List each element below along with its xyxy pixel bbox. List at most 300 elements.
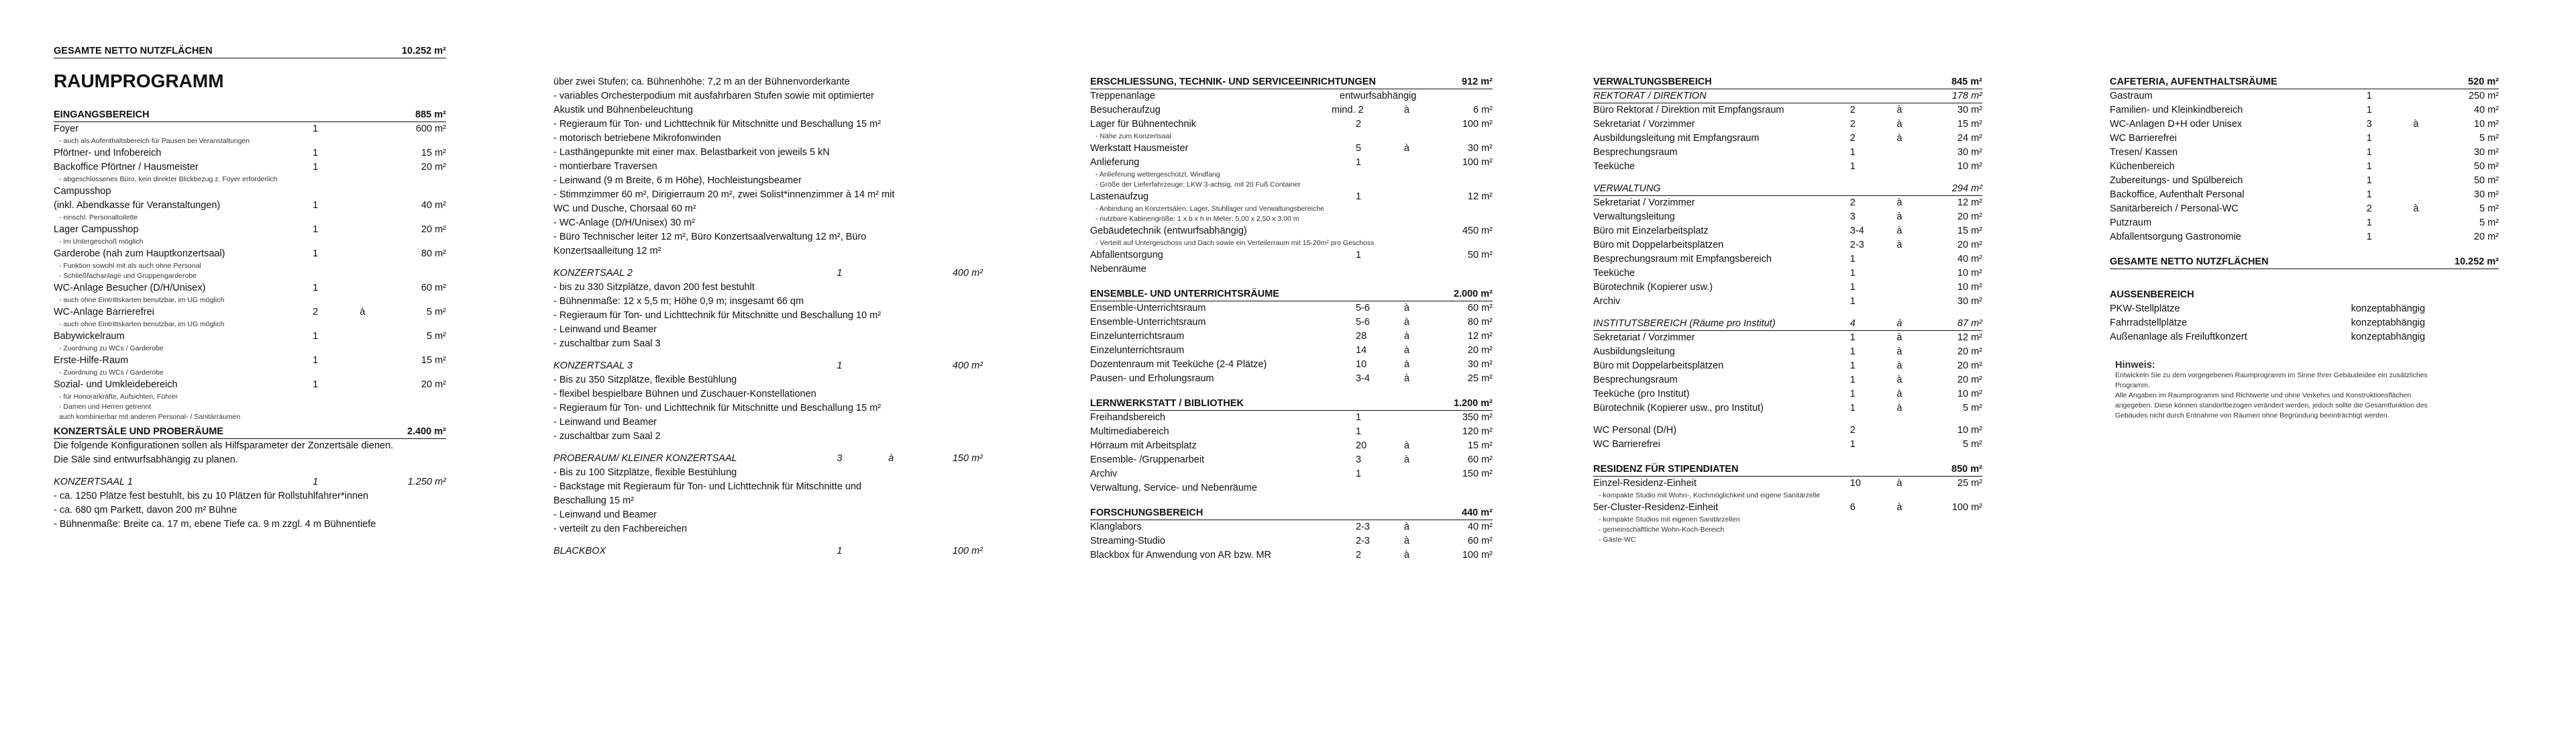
row-label: Fahrradstellplätze xyxy=(2110,317,2188,328)
room-row xyxy=(2110,302,2499,315)
row-label: Die Säle sind entwurfsabhängig zu planen. xyxy=(54,454,238,465)
note-line xyxy=(54,368,446,377)
note-line xyxy=(1593,491,1982,500)
room-row xyxy=(553,230,983,244)
row-each: à xyxy=(1404,359,1410,370)
row-label: - Regieraum für Ton- und Lichttechnik für Mitschnitte und Beschallung 15 m² xyxy=(553,403,881,413)
row-label: - Schließfachanlage und Gruppengarderobe xyxy=(59,272,197,280)
row-label: - flexibel bespielbare Bühnen und Zuschauer-Konstellationen xyxy=(553,389,816,399)
row-each: à xyxy=(1404,303,1410,313)
section-heading xyxy=(1593,75,1982,89)
row-each: à xyxy=(1896,197,1902,208)
row-count: 5-6 xyxy=(1356,303,1370,313)
row-area: 520 m² xyxy=(2468,77,2499,87)
row-label: ENSEMBLE- UND UNTERRICHTSRÄUME xyxy=(1090,289,1279,299)
row-area: 350 m² xyxy=(1462,412,1493,423)
room-row xyxy=(2110,132,2499,145)
row-count: 1 xyxy=(2366,105,2372,115)
row-label: - Zuordnung zu WCs / Garderobe xyxy=(59,344,164,352)
row-label: - im Untergeschoß möglich xyxy=(59,238,144,246)
row-area: 10 m² xyxy=(1957,282,1982,293)
row-area: 100 m² xyxy=(1951,502,1982,513)
row-label: Klanglabors xyxy=(1090,522,1142,532)
row-count: 2 xyxy=(1849,197,1856,208)
room-row xyxy=(1090,248,1493,262)
room-row xyxy=(1090,262,1493,276)
row-area: 178 m² xyxy=(1951,91,1982,101)
row-label: Einzelunterrichtsraum xyxy=(1090,331,1185,342)
room-row xyxy=(1593,401,1982,415)
row-area: 50 m² xyxy=(2473,175,2499,186)
row-label: Bürotechnik (Kopierer usw., pro Institut) xyxy=(1593,403,1764,413)
row-label: - Lasthängepunkte mit einer max. Belastbarkeit von jeweils 5 kN xyxy=(553,147,830,158)
row-label: - montierbare Traversen xyxy=(553,161,657,172)
row-area: 10 m² xyxy=(2473,119,2499,130)
row-area: 400 m² xyxy=(952,360,983,371)
row-label: WC-Anlagen D+H oder Unisex xyxy=(2110,119,2243,130)
section-heading xyxy=(2110,360,2499,370)
row-label: Gebäudetechnik (entwurfsabhängig) xyxy=(1090,226,1247,236)
room-row xyxy=(1090,439,1493,452)
room-row xyxy=(1090,534,1493,548)
row-label: - Größe der Lieferfahrzeuge: LKW 3-achsig, mit 20 Fuß Container xyxy=(1095,181,1301,189)
row-label: Pförtner- und Infobereich xyxy=(54,148,162,158)
room-row xyxy=(1593,210,1982,224)
room-row xyxy=(2110,117,2499,131)
row-label: Besprechungsraum xyxy=(1593,375,1678,385)
room-row xyxy=(1593,266,1982,280)
room-row xyxy=(1090,103,1493,117)
room-row xyxy=(1593,438,1982,451)
row-label: über zwei Stufen; ca. Bühnenhöhe: 7,2 m an der Bühnenvorderkante xyxy=(553,77,850,87)
room-row xyxy=(1593,501,1982,514)
row-label: auch kombinierbar mit anderen Personal- / Sanitärräumen xyxy=(59,413,241,421)
row-label: Tresen/ Kassen xyxy=(2110,147,2178,158)
room-row xyxy=(1593,117,1982,131)
row-each: à xyxy=(1404,317,1410,328)
room-row xyxy=(1593,146,1982,159)
row-label: Besprechungsraum mit Empfangsbereich xyxy=(1593,254,1772,264)
row-label: LERNWERKSTATT / BIBLIOTHEK xyxy=(1090,398,1244,409)
row-label: Werkstatt Hausmeister xyxy=(1090,143,1189,154)
row-label: Teeküche xyxy=(1593,161,1635,172)
room-row xyxy=(54,122,446,136)
row-label: - Leinwand (9 m Breite, 6 m Höhe), Hochleistungsbeamer xyxy=(553,175,802,186)
room-row xyxy=(2110,230,2499,244)
room-row xyxy=(553,309,983,322)
room-row xyxy=(553,480,983,493)
row-label: Erste-Hilfe-Raum xyxy=(54,355,129,366)
row-area: 10 m² xyxy=(1957,425,1982,436)
row-area: 5 m² xyxy=(2479,203,2499,214)
row-label: RESIDENZ FÜR STIPENDIATEN xyxy=(1593,464,1739,475)
section-heading xyxy=(1090,397,1493,410)
room-row xyxy=(54,518,446,531)
row-count: 3-4 xyxy=(1849,226,1864,236)
row-area: 10 m² xyxy=(1957,389,1982,399)
row-label: Ensemble-Unterrichtsraum xyxy=(1090,317,1206,328)
row-label: - Bühnenmaße: 12 x 5,5 m; Höhe 0,9 m; insgesamt 66 qm xyxy=(553,296,804,307)
row-label: Teeküche xyxy=(1593,268,1635,279)
room-row xyxy=(1593,295,1982,308)
row-each: à xyxy=(1404,105,1410,115)
row-label: Sanitärbereich / Personal-WC xyxy=(2110,203,2239,214)
row-label: AUSSENBEREICH xyxy=(2110,289,2194,300)
room-row xyxy=(1593,238,1982,252)
row-count: 3 xyxy=(1849,211,1856,222)
row-label: BLACKBOX xyxy=(553,546,606,556)
row-count: 1 xyxy=(1849,439,1856,450)
row-label: Lastenaufzug xyxy=(1090,191,1149,202)
row-count: 1 xyxy=(1849,161,1856,172)
row-area: 15 m² xyxy=(1957,119,1982,130)
room-row xyxy=(54,223,446,236)
row-label: - kompakte Studios mit eigenen Sanitärzellen xyxy=(1599,516,1740,524)
row-area: 60 m² xyxy=(421,283,446,293)
room-row xyxy=(553,216,983,230)
row-label: Zubereitungs- und Spülbereich xyxy=(2110,175,2243,186)
row-count: 1 xyxy=(2366,175,2372,186)
row-label: Blackbox für Anwendung von AR bzw. MR xyxy=(1090,550,1272,560)
room-row xyxy=(1593,387,1982,401)
row-label: - Leinwand und Beamer xyxy=(553,324,657,335)
row-count: 1 xyxy=(313,477,319,487)
row-each: à xyxy=(1896,375,1902,385)
row-label: Multimediabereich xyxy=(1090,426,1169,437)
row-count: 2 xyxy=(1849,133,1856,144)
row-label: Verwaltung, Service- und Nebenräume xyxy=(1090,483,1258,493)
note-line xyxy=(2110,371,2499,380)
row-area: 15 m² xyxy=(1467,440,1493,451)
row-label: - WC-Anlage (D/H/Unisex) 30 m² xyxy=(553,217,696,228)
row-area: 20 m² xyxy=(1957,211,1982,222)
row-area: 100 m² xyxy=(1462,157,1493,168)
section-heading xyxy=(54,425,446,438)
row-area: 30 m² xyxy=(1957,105,1982,115)
row-each: à xyxy=(1404,143,1410,154)
row-each: à xyxy=(1896,332,1902,343)
note-line xyxy=(2110,411,2499,420)
room-row xyxy=(553,89,983,103)
row-label: Anlieferung xyxy=(1090,157,1140,168)
room-row xyxy=(1090,548,1493,562)
room-row xyxy=(1090,467,1493,481)
section-heading xyxy=(54,108,446,121)
row-label: - Bis zu 350 Sitzplätze, flexible Bestühlung xyxy=(553,375,737,385)
row-label: - auch ohne Eintrittskarten benutzbar, im UG möglich xyxy=(59,320,225,328)
row-label: angegeben. Diese können standortbezogen verändert werden, jedoch sollte die Gesamtfunktion des xyxy=(2115,401,2428,409)
room-row xyxy=(1593,103,1982,117)
row-label: - Damen und Herren getrennt xyxy=(59,403,152,411)
room-row xyxy=(553,266,983,280)
row-area: 80 m² xyxy=(1467,317,1493,328)
row-label: - für Honorarkräfte, Aufsichten, Führer xyxy=(59,393,178,401)
row-label: WC-Anlage Barrierefrei xyxy=(54,307,154,317)
row-count: 2 xyxy=(1849,119,1856,130)
room-row xyxy=(54,489,446,503)
room-row xyxy=(2110,316,2499,330)
row-each: à xyxy=(1404,331,1410,342)
row-area: 120 m² xyxy=(1462,426,1493,437)
row-area: 30 m² xyxy=(2473,147,2499,158)
room-row xyxy=(54,185,446,198)
row-label: - Nähe zum Konzertsaal xyxy=(1095,132,1171,140)
row-label: - Anlieferung wettergeschützt, Windfang xyxy=(1095,170,1220,179)
row-count: 1 xyxy=(2366,161,2372,172)
room-row xyxy=(553,174,983,187)
row-area: 20 m² xyxy=(1957,240,1982,250)
section-heading xyxy=(2110,75,2499,89)
note-line xyxy=(54,402,446,411)
row-each: à xyxy=(1896,389,1902,399)
row-label: Abfallentsorgung Gastronomie xyxy=(2110,232,2241,242)
row-area: 20 m² xyxy=(1957,346,1982,357)
row-label: GESAMTE NETTO NUTZFLÄCHEN xyxy=(54,46,213,56)
room-row xyxy=(1090,89,1493,103)
row-count: konzeptabhängig xyxy=(2351,332,2426,342)
row-count: 1 xyxy=(837,546,843,556)
row-count: 3 xyxy=(837,453,843,464)
row-label: - kompakte Studio mit Wohn-, Kochmöglichkeit und eigene Sanitärzelle xyxy=(1599,491,1821,499)
row-label: Akustik und Bühnenbeleuchtung xyxy=(553,105,693,115)
row-label: KONZERTSAAL 1 xyxy=(54,477,133,487)
row-count: 1 xyxy=(1849,389,1856,399)
row-each: à xyxy=(1896,318,1902,329)
row-count: 5-6 xyxy=(1356,317,1370,328)
room-row xyxy=(553,373,983,387)
row-area: 30 m² xyxy=(1467,143,1493,154)
row-label: Ausbildungsleitung mit Empfangsraum xyxy=(1593,133,1760,144)
row-each: à xyxy=(1404,550,1410,560)
row-label: VERWALTUNGSBEREICH xyxy=(1593,77,1712,87)
room-row xyxy=(54,247,446,260)
row-count: 1 xyxy=(313,283,319,293)
row-count: 1 xyxy=(1849,360,1856,371)
row-count: mind. 2 xyxy=(1332,105,1364,115)
row-label: KONZERTSÄLE UND PROBERÄUME xyxy=(54,426,223,437)
row-label: GESAMTE NETTO NUTZFLÄCHEN xyxy=(2110,256,2269,267)
row-area: 5 m² xyxy=(427,331,446,342)
row-area: 50 m² xyxy=(2473,161,2499,172)
room-row xyxy=(553,323,983,336)
row-count: 14 xyxy=(1356,345,1367,356)
room-row xyxy=(553,522,983,536)
room-row xyxy=(1090,372,1493,385)
row-count: 2 xyxy=(2366,203,2372,214)
row-label: Sekretariat / Vorzimmer xyxy=(1593,332,1695,343)
row-label: - abgeschlossenes Büro, kein direkter Blickbezug z. Foyer erforderlich xyxy=(59,175,278,183)
room-row xyxy=(1593,477,1982,490)
row-label: - verteilt zu den Fachbereichen xyxy=(553,524,688,534)
row-label: WC Barrierefrei xyxy=(2110,133,2177,144)
row-count: 1 xyxy=(313,162,319,173)
row-label: Hinweis: xyxy=(2115,360,2155,371)
room-row xyxy=(2110,160,2499,173)
row-area: 2.000 m² xyxy=(1453,289,1493,299)
room-row xyxy=(54,439,446,452)
room-row xyxy=(2110,89,2499,103)
row-count: 1 xyxy=(1356,426,1362,437)
row-area: 5 m² xyxy=(2479,217,2499,228)
row-count: 1 xyxy=(2366,91,2372,101)
section-heading xyxy=(2110,288,2499,301)
row-each: à xyxy=(1896,211,1902,222)
note-line xyxy=(54,213,446,222)
row-label: KONZERTSAAL 2 xyxy=(553,268,633,279)
row-each: à xyxy=(2413,119,2419,130)
row-area: 30 m² xyxy=(1467,359,1493,370)
row-label: WC Barrierefrei xyxy=(1593,439,1660,450)
room-row xyxy=(553,401,983,415)
row-label: Treppenanlage xyxy=(1090,91,1156,101)
row-label: VERWALTUNG xyxy=(1593,183,1661,194)
row-count: 10 xyxy=(1849,478,1861,489)
row-each: à xyxy=(1896,119,1902,130)
row-count: 1 xyxy=(313,148,319,158)
row-each: à xyxy=(1404,440,1410,451)
row-area: 25 m² xyxy=(1467,373,1493,384)
row-label: Archiv xyxy=(1593,296,1621,307)
row-label: - Verteilt auf Untergeschoss und Dach sowie ein Verteilerraum mit 15-20m² pro Geschoss xyxy=(1095,239,1375,247)
row-area: 50 m² xyxy=(1467,250,1493,260)
row-label: Lager für Bühnentechnik xyxy=(1090,119,1196,130)
room-row xyxy=(1090,315,1493,329)
row-area: 12 m² xyxy=(1957,332,1982,343)
note-line xyxy=(54,175,446,184)
section-heading xyxy=(54,44,446,58)
room-row xyxy=(1593,224,1982,238)
room-row xyxy=(553,281,983,294)
row-area: 600 m² xyxy=(415,124,446,134)
row-each: à xyxy=(1896,105,1902,115)
row-count: 1 xyxy=(313,355,319,366)
row-label: Verwaltungsleitung xyxy=(1593,211,1675,222)
row-count: 1 xyxy=(2366,232,2372,242)
row-area: 850 m² xyxy=(1951,464,1982,475)
row-count: 1 xyxy=(837,360,843,371)
row-count: 3 xyxy=(1356,454,1362,465)
row-label: Dozentenraum mit Teeküche (2-4 Plätze) xyxy=(1090,359,1267,370)
row-count: 1 xyxy=(313,224,319,235)
row-label: - auch ohne Eintrittskarten benutzbar, im UG möglich xyxy=(59,296,225,304)
row-count: 1 xyxy=(1356,412,1362,423)
note-line xyxy=(2110,401,2499,410)
note-line xyxy=(54,237,446,246)
row-area: 30 m² xyxy=(2473,189,2499,200)
row-each: à xyxy=(2413,203,2419,214)
row-label: (inkl. Abendkasse für Veranstaltungen) xyxy=(54,200,221,211)
row-area: 30 m² xyxy=(1957,147,1982,158)
row-count: 6 xyxy=(1849,502,1856,513)
row-label: Programm. xyxy=(2115,381,2150,389)
row-label: Streaming-Studio xyxy=(1090,536,1166,546)
row-label: - bis zu 330 Sitzplätze, davon 200 fest bestuhlt xyxy=(553,282,755,293)
row-label: Entwickeln Sie zu dem vorgegebenen Raumprogramm im Sinne Ihrer Gebäudeidee ein zusätzliches xyxy=(2115,371,2428,379)
room-row xyxy=(2110,174,2499,187)
row-label: Sekretariat / Vorzimmer xyxy=(1593,119,1695,130)
note-line xyxy=(1593,515,1982,524)
note-line xyxy=(54,320,446,329)
row-label: - zuschaltbar zum Saal 2 xyxy=(553,431,661,442)
row-area: 100 m² xyxy=(952,546,983,556)
row-each: à xyxy=(888,453,894,464)
row-each: à xyxy=(1896,403,1902,413)
row-label: - Funktion sowohl mit als auch ohne Personal xyxy=(59,262,201,270)
section-heading xyxy=(1593,462,1982,476)
room-row xyxy=(1593,89,1982,103)
row-count: 1 xyxy=(1849,296,1856,307)
row-label: Putzraum xyxy=(2110,217,2152,228)
row-area: 24 m² xyxy=(1957,133,1982,144)
row-label: ERSCHLIESSUNG, TECHNIK- UND SERVICEEINRICHTUNGEN xyxy=(1090,77,1376,87)
room-row xyxy=(1593,331,1982,344)
row-area: 60 m² xyxy=(1467,303,1493,313)
room-row xyxy=(1593,424,1982,437)
row-label: Büro mit Doppelarbeitsplätzen xyxy=(1593,360,1724,371)
row-label: - variables Orchesterpodium mit ausfahrbaren Stufen sowie mit optimierter xyxy=(553,91,874,101)
row-label: Konzertsaalleitung 12 m² xyxy=(553,246,661,256)
row-area: 150 m² xyxy=(1462,469,1493,479)
room-row xyxy=(1593,160,1982,173)
row-each: à xyxy=(360,307,366,317)
note-line xyxy=(54,392,446,401)
row-count: 2 xyxy=(1356,550,1362,560)
row-label: KONZERTSAAL 3 xyxy=(553,360,633,371)
row-count: konzeptabhängig xyxy=(2351,317,2426,328)
row-count: 1 xyxy=(1849,403,1856,413)
row-label: - Bühnenmaße: Breite ca. 17 m, ebene Tiefe ca. 9 m zzgl. 4 m Bühnentiefe xyxy=(54,519,376,530)
room-row xyxy=(1090,358,1493,371)
row-label: - Anbindung an Konzertsälen, Lager, Stuhllager und Verwaltungsbereiche xyxy=(1095,205,1324,213)
row-label: Abfallentsorgung xyxy=(1090,250,1163,260)
room-row xyxy=(54,330,446,343)
room-row xyxy=(553,295,983,308)
row-label: Archiv xyxy=(1090,469,1118,479)
note-line xyxy=(1593,525,1982,534)
row-count: 2-3 xyxy=(1849,240,1864,250)
row-label: - Regieraum für Ton- und Lichttechnik für Mitschnitte und Beschallung 10 m² xyxy=(553,310,881,321)
room-row xyxy=(553,359,983,373)
row-area: 10 m² xyxy=(1957,268,1982,279)
row-each: à xyxy=(1896,133,1902,144)
row-label: WC und Dusche, Chorsaal 60 m² xyxy=(553,203,696,214)
room-row xyxy=(2110,188,2499,201)
section-heading xyxy=(1090,287,1493,301)
row-label: Einzelunterrichtsraum xyxy=(1090,345,1185,356)
row-label: - zuschaltbar zum Saal 3 xyxy=(553,338,661,349)
row-count: 2-3 xyxy=(1356,536,1370,546)
row-area: 60 m² xyxy=(1467,536,1493,546)
row-area: 10 m² xyxy=(1957,161,1982,172)
row-each: à xyxy=(1404,345,1410,356)
room-row xyxy=(553,494,983,507)
room-row xyxy=(1593,196,1982,209)
room-row xyxy=(54,453,446,467)
row-label: Teeküche (pro Institut) xyxy=(1593,389,1690,399)
row-area: 60 m² xyxy=(1467,454,1493,465)
row-each: à xyxy=(1896,502,1902,513)
row-count: 1 xyxy=(1849,375,1856,385)
row-label: Sekretariat / Vorzimmer xyxy=(1593,197,1695,208)
row-label: Die folgende Konfigurationen sollen als Hilfsparameter der Zonzertsäle dienen. xyxy=(54,440,394,451)
note-line xyxy=(1090,132,1493,141)
row-area: 20 m² xyxy=(421,379,446,390)
row-area: 845 m² xyxy=(1951,77,1982,87)
row-area: 87 m² xyxy=(1957,318,1982,329)
row-area: 40 m² xyxy=(2473,105,2499,115)
room-row xyxy=(1090,344,1493,357)
row-label: Außenanlage als Freiluftkonzert xyxy=(2110,332,2247,342)
